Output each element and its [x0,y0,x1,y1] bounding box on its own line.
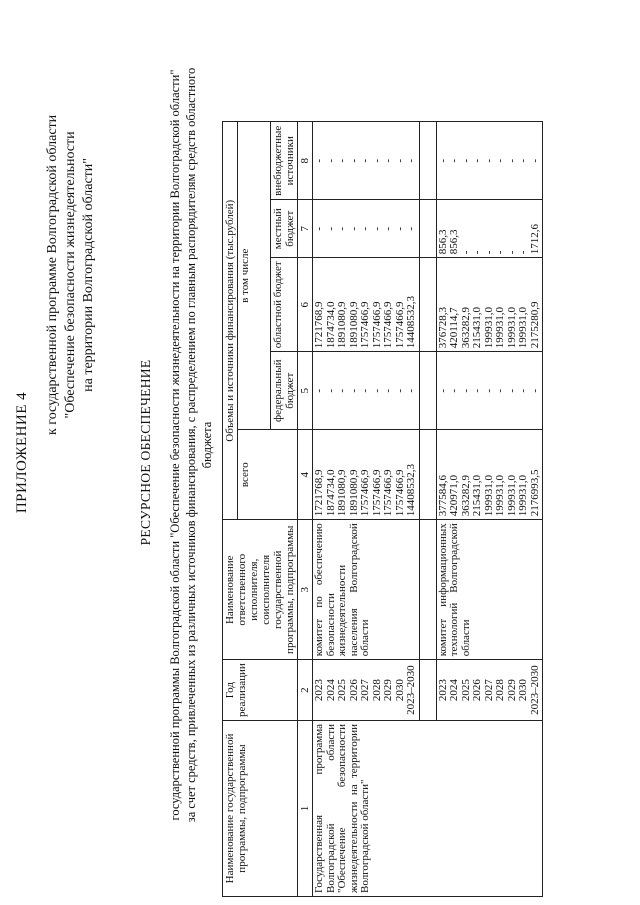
cell-local: 856,3 [448,229,460,255]
cell-total: 215431,0 [471,475,483,517]
cell-year: 2025 [336,679,348,702]
cell-extra: - [505,158,518,163]
spacer [419,122,436,200]
cell-total: 1757466,9 [359,469,371,517]
cell-federal: - [517,388,529,393]
cell-year: 2026 [471,679,483,702]
cell-year: 2028 [494,679,506,702]
cell-local: - [471,250,483,255]
cell-year: 2023–2030 [528,665,541,715]
cell-federal: - [336,388,348,393]
cell-year: 2030 [517,679,529,702]
cell-local: - [359,226,371,231]
cell-federal: - [359,388,371,393]
cell-year: 2029 [505,679,518,702]
header-local: местный бюджет [271,200,298,258]
cell-regional: 14408532,3 [405,296,417,349]
cell-total: 199931,0 [494,475,506,517]
reference-line-2: "Обеспечение безопасности жизнедеятельности [63,131,78,419]
header-program: Наименование государственной программы, подпрограммы [223,721,298,897]
cell-federal: - [494,388,506,393]
cell-total: 1757466,9 [382,469,394,517]
col-number: 7 [298,200,313,258]
regional-group-2 [436,258,543,352]
spacer [419,352,436,430]
cell-total: 420971,0 [448,475,460,517]
spacer [419,660,436,721]
resource-table [222,121,543,897]
cell-total: 199931,0 [517,475,529,517]
cell-total: 377584,6 [436,475,449,517]
cell-extra: - [405,158,417,163]
cell-extra: - [494,158,506,163]
col-number: 8 [298,122,313,200]
extra-group-2 [436,122,543,200]
header-volumes: Объемы и источники финансирования (тыс.рублей) [223,122,238,520]
col-number: 6 [298,258,313,352]
cell-year: 2029 [382,679,394,702]
reference-line-1: к государственной программе Волгоградской области [45,114,60,435]
spacer [419,200,436,258]
cell-federal: - [347,388,360,393]
cell-local: - [382,226,394,231]
regional-group-1 [313,258,420,352]
cell-federal: - [382,388,394,393]
spacer [419,520,436,660]
cell-regional: 199931,0 [505,307,518,349]
cell-year: 2024 [448,679,460,702]
cell-federal: - [459,388,472,393]
cell-extra: - [336,158,348,163]
cell-year: 2027 [482,679,495,702]
cell-federal: - [471,388,483,393]
cell-local: 1712,6 [528,224,541,255]
cell-regional: 215431,0 [471,307,483,349]
col-number: 5 [298,352,313,430]
header-extra: внебюджетные источники [271,122,298,200]
cell-total: 1891080,9 [347,469,360,517]
reference-line-3: на территории Волгоградской области" [81,157,96,392]
cell-extra: - [482,158,495,163]
cell-regional: 199931,0 [494,307,506,349]
cell-extra: - [313,158,325,163]
cell-extra: - [528,158,541,163]
cell-federal: - [313,388,325,393]
program-name: Государственная программа Волгоградской области "Обеспечение безопасности жизнедеятельности на территории Волгоградской области" [313,721,543,897]
cell-extra: - [382,158,394,163]
cell-total: 199931,0 [505,475,518,517]
header-executor: Наименование ответственного исполнителя, соисполнителя государственной программы, подпрограммы [223,520,298,660]
spacer [419,430,436,520]
spacer [419,258,436,352]
col-number: 4 [298,430,313,520]
cell-year: 2028 [370,679,383,702]
cell-federal: - [436,388,449,393]
cell-federal: - [370,388,383,393]
cell-total: 1874734,0 [324,469,337,517]
cell-regional: 376728,3 [436,307,449,349]
cell-regional: 363282,9 [459,307,472,349]
cell-regional: 1891080,9 [336,301,348,349]
cell-local: - [393,226,406,231]
program-reference [44,115,98,435]
cell-year: 2024 [324,679,337,702]
total-group-1 [313,430,420,520]
header-including: в том числе [238,122,271,430]
cell-extra: - [459,158,472,163]
cell-local: - [313,226,325,231]
cell-year: 2027 [359,679,371,702]
appendix-title: ПРИЛОЖЕНИЕ 4 [14,391,30,514]
cell-local: - [347,226,360,231]
col-number: 3 [298,520,313,660]
cell-total: 1891080,9 [336,469,348,517]
cell-regional: 199931,0 [517,307,529,349]
cell-extra: - [517,158,529,163]
col-number: 2 [298,660,313,721]
cell-total: 14408532,3 [405,464,417,517]
years-group-2 [436,660,543,721]
cell-federal: - [448,388,460,393]
cell-year: 2025 [459,679,472,702]
cell-year: 2030 [393,679,406,702]
cell-extra: - [436,158,449,163]
cell-local: - [494,250,506,255]
cell-regional: 199931,0 [482,307,495,349]
col-number: 1 [298,721,313,897]
cell-year: 2023 [436,679,449,702]
executor-group-1: комитет по обеспечению безопасности жизнедеятельности населения Волгоградской области [313,520,420,660]
cell-federal: - [505,388,518,393]
header-regional: областной бюджет [271,258,298,352]
cell-extra: - [448,158,460,163]
cell-extra: - [359,158,371,163]
extra-group-1 [313,122,420,200]
cell-extra: - [324,158,337,163]
cell-total: 1757466,9 [370,469,383,517]
cell-federal: - [324,388,337,393]
cell-regional: 1757466,9 [393,301,406,349]
cell-local: 856,3 [436,229,449,255]
federal-group-1 [313,352,420,430]
cell-total: 363282,9 [459,475,472,517]
cell-local: - [505,250,518,255]
cell-regional: 1891080,9 [347,301,360,349]
cell-extra: - [370,158,383,163]
cell-local: - [336,226,348,231]
document-title: РЕСУРСНОЕ ОБЕСПЕЧЕНИЕ [138,359,153,546]
cell-regional: 1757466,9 [359,301,371,349]
cell-total: 1757466,9 [393,469,406,517]
cell-local: - [405,226,417,231]
cell-local: - [370,226,383,231]
cell-year: 2026 [347,679,360,702]
cell-extra: - [393,158,406,163]
document-subtitle: государственной программы Волгоградской области "Обеспечение безопасности жизнедеятельности на территории Волгоградской области" за счет средств, привлеченных из различных источников финансирования, с распределением по главным распорядителям средств областного бюджета [168,67,214,823]
cell-regional: 1874734,0 [324,301,337,349]
local-group-1 [313,200,420,258]
cell-local: - [482,250,495,255]
header-year: Год реализации [223,660,298,721]
cell-total: 199931,0 [482,475,495,517]
header-federal: федеральный бюджет [271,352,298,430]
executor-group-2: комитет информационных технологий Волгоградской области [436,520,543,660]
cell-local: - [459,250,472,255]
cell-local: - [517,250,529,255]
cell-federal: - [393,388,406,393]
years-group-1 [313,660,420,721]
cell-total: 1721768,9 [313,469,325,517]
local-group-2 [436,200,543,258]
total-group-2 [436,430,543,520]
cell-federal: - [482,388,495,393]
cell-year: 2023–2030 [405,665,417,715]
cell-regional: 1757466,9 [382,301,394,349]
header-total: всего [238,430,298,520]
cell-total: 2176993,5 [528,469,541,517]
cell-regional: 420114,7 [448,307,460,349]
federal-group-2 [436,352,543,430]
cell-local: - [324,226,337,231]
cell-federal: - [405,388,417,393]
cell-year: 2023 [313,679,325,702]
cell-extra: - [471,158,483,163]
cell-regional: 1721768,9 [313,301,325,349]
cell-regional: 1757466,9 [370,301,383,349]
cell-extra: - [347,158,360,163]
cell-regional: 2175280,9 [528,301,541,349]
cell-federal: - [528,388,541,393]
